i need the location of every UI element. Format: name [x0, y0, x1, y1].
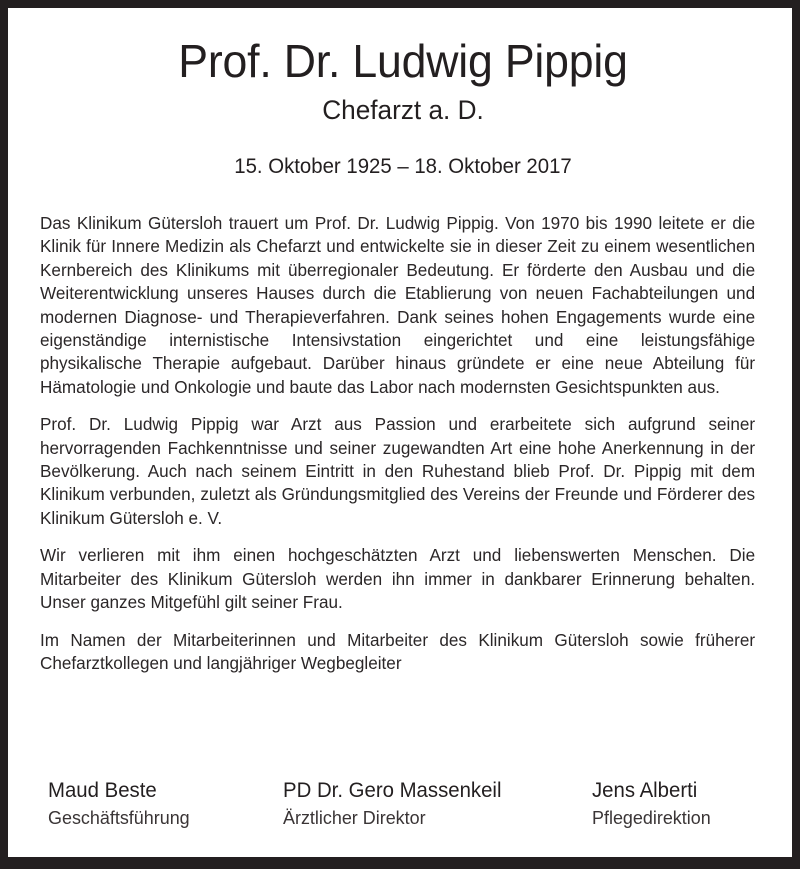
- signatory: [283, 778, 591, 830]
- signatory: [592, 778, 766, 830]
- deceased-role: Chefarzt a. D.: [322, 95, 484, 125]
- signatory-title: Ärztlicher Direktor: [283, 807, 427, 828]
- body-paragraph: Im Namen der Mitarbeiterinnen und Mitarbeiter des Klinikum Gütersloh sowie früherer Chefarztkollegen und langjähriger Wegbegleiter: [40, 629, 756, 673]
- deceased-name: Prof. Dr. Ludwig Pippig: [178, 35, 628, 87]
- signatory-title: Geschäftsführung: [48, 807, 190, 828]
- body-paragraph: Das Klinikum Gütersloh trauert um Prof. Dr. Ludwig Pippig. Von 1970 bis 1990 leitete er die Klinik für Innere Medizin als Chefarzt und entwickelte sie in dieser Zeit zu einem wesentlichen Kernbereich des Klinikums mit überregionaler Bedeutung. Er förderte den Ausbau und die Weiterentwicklung unseres Hauses durch die Etablierung von neuen Fachabteilungen und modernen Diagnose- und Therapieverfahren. Dank seines hohen Engagements wurde eine eigenständige internistische Intensivstation eingerichtet und eine leistungsfähige physikalische Therapie aufgebaut. Darüber hinaus gründete er eine neue Abteilung für Hämatologie und Onkologie und baute das Labor nach modernsten Gesichtspunkten aus.: [40, 213, 756, 397]
- life-dates: 15. Oktober 1925 – 18. Oktober 2017: [234, 155, 572, 178]
- signatory: [48, 778, 283, 830]
- signatory-name: Jens Alberti: [591, 779, 697, 802]
- body-paragraph: Wir verlieren mit ihm einen hochgeschätzten Arzt und liebenswerten Menschen. Die Mitarbeiter des Klinikum Gütersloh werden ihn immer in dankbarer Erinnerung behalten. Unser ganzes Mitgefühl gilt seiner Frau.: [40, 545, 756, 613]
- signature-block: [48, 778, 766, 830]
- notice-body: [40, 179, 766, 675]
- notice-sheet: [8, 8, 792, 857]
- notice-content: [40, 8, 766, 857]
- signatory-name: Maud Beste: [48, 779, 157, 802]
- signatory-name: PD Dr. Gero Massenkeil: [283, 779, 502, 802]
- signatory-title: Pflegedirektion: [591, 807, 711, 828]
- body-paragraph: Prof. Dr. Ludwig Pippig war Arzt aus Passion und erarbeitete sich aufgrund seiner hervorragenden Fachkenntnisse und seiner zugewandten Art eine hohe Anerkennung in der Bevölkerung. Auch nach seinem Eintritt in den Ruhestand blieb Prof. Dr. Pippig mit dem Klinikum verbunden, zuletzt als Gründungsmitglied des Vereins der Freunde und Förderer des Klinikum Gütersloh e. V.: [40, 414, 756, 528]
- notice-header: [40, 8, 766, 179]
